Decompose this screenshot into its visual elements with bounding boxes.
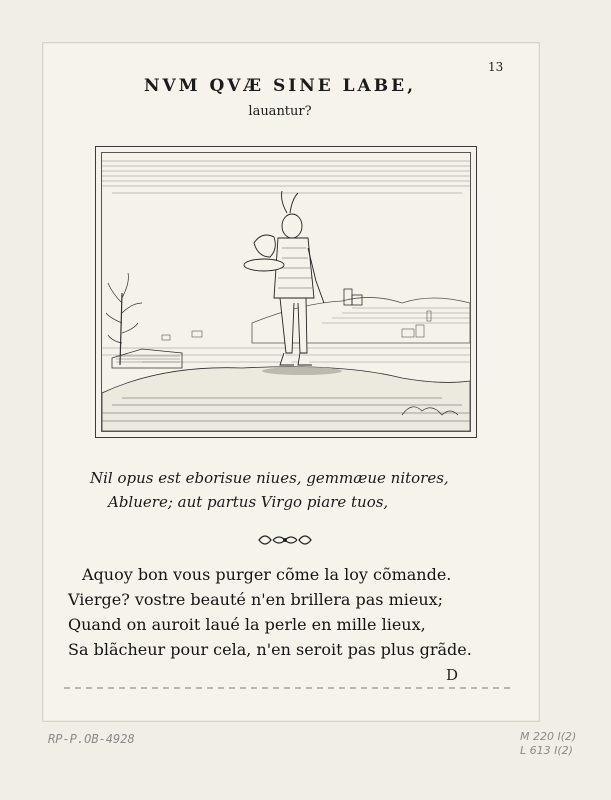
- inventory-number-right: [520, 730, 610, 758]
- engraving-plate: [95, 146, 477, 438]
- dotted-underline: [64, 686, 514, 690]
- latin-verse: [90, 466, 490, 514]
- signature-letter: D: [446, 666, 459, 684]
- page-number: 13: [488, 60, 504, 74]
- latin-line-2: Abluere; aut partus Virgo piare tuos,: [108, 493, 389, 511]
- french-line-4: Sa blãcheur pour cela, n'en seroit pas plus grãde.: [68, 640, 472, 659]
- engraving-illustration: [101, 152, 471, 432]
- french-line-1: Aquoy bon vous purger cõme la loy cõmande.: [82, 565, 452, 584]
- french-line-3: Quand on auroit laué la perle en mille lieux,: [68, 615, 426, 634]
- latin-line-1: Nil opus est eborisue niues, gemmæue nitores,: [90, 469, 449, 487]
- french-line-2: Vierge? vostre beauté n'en brillera pas mieux;: [68, 590, 444, 609]
- engraving-illustration-svg: [102, 153, 470, 431]
- inventory-right-line-2: L 613 I(2): [520, 744, 573, 757]
- motto-subtitle: lauantur?: [248, 104, 312, 119]
- motto-title: NVM QVÆ SINE LABE,: [144, 76, 416, 96]
- fleuron-ornament-icon: [255, 530, 315, 550]
- inventory-number-left: RP-P.OB-4928: [48, 732, 135, 746]
- french-verse: [68, 562, 528, 662]
- inventory-right-line-1: M 220 I(2): [520, 730, 577, 743]
